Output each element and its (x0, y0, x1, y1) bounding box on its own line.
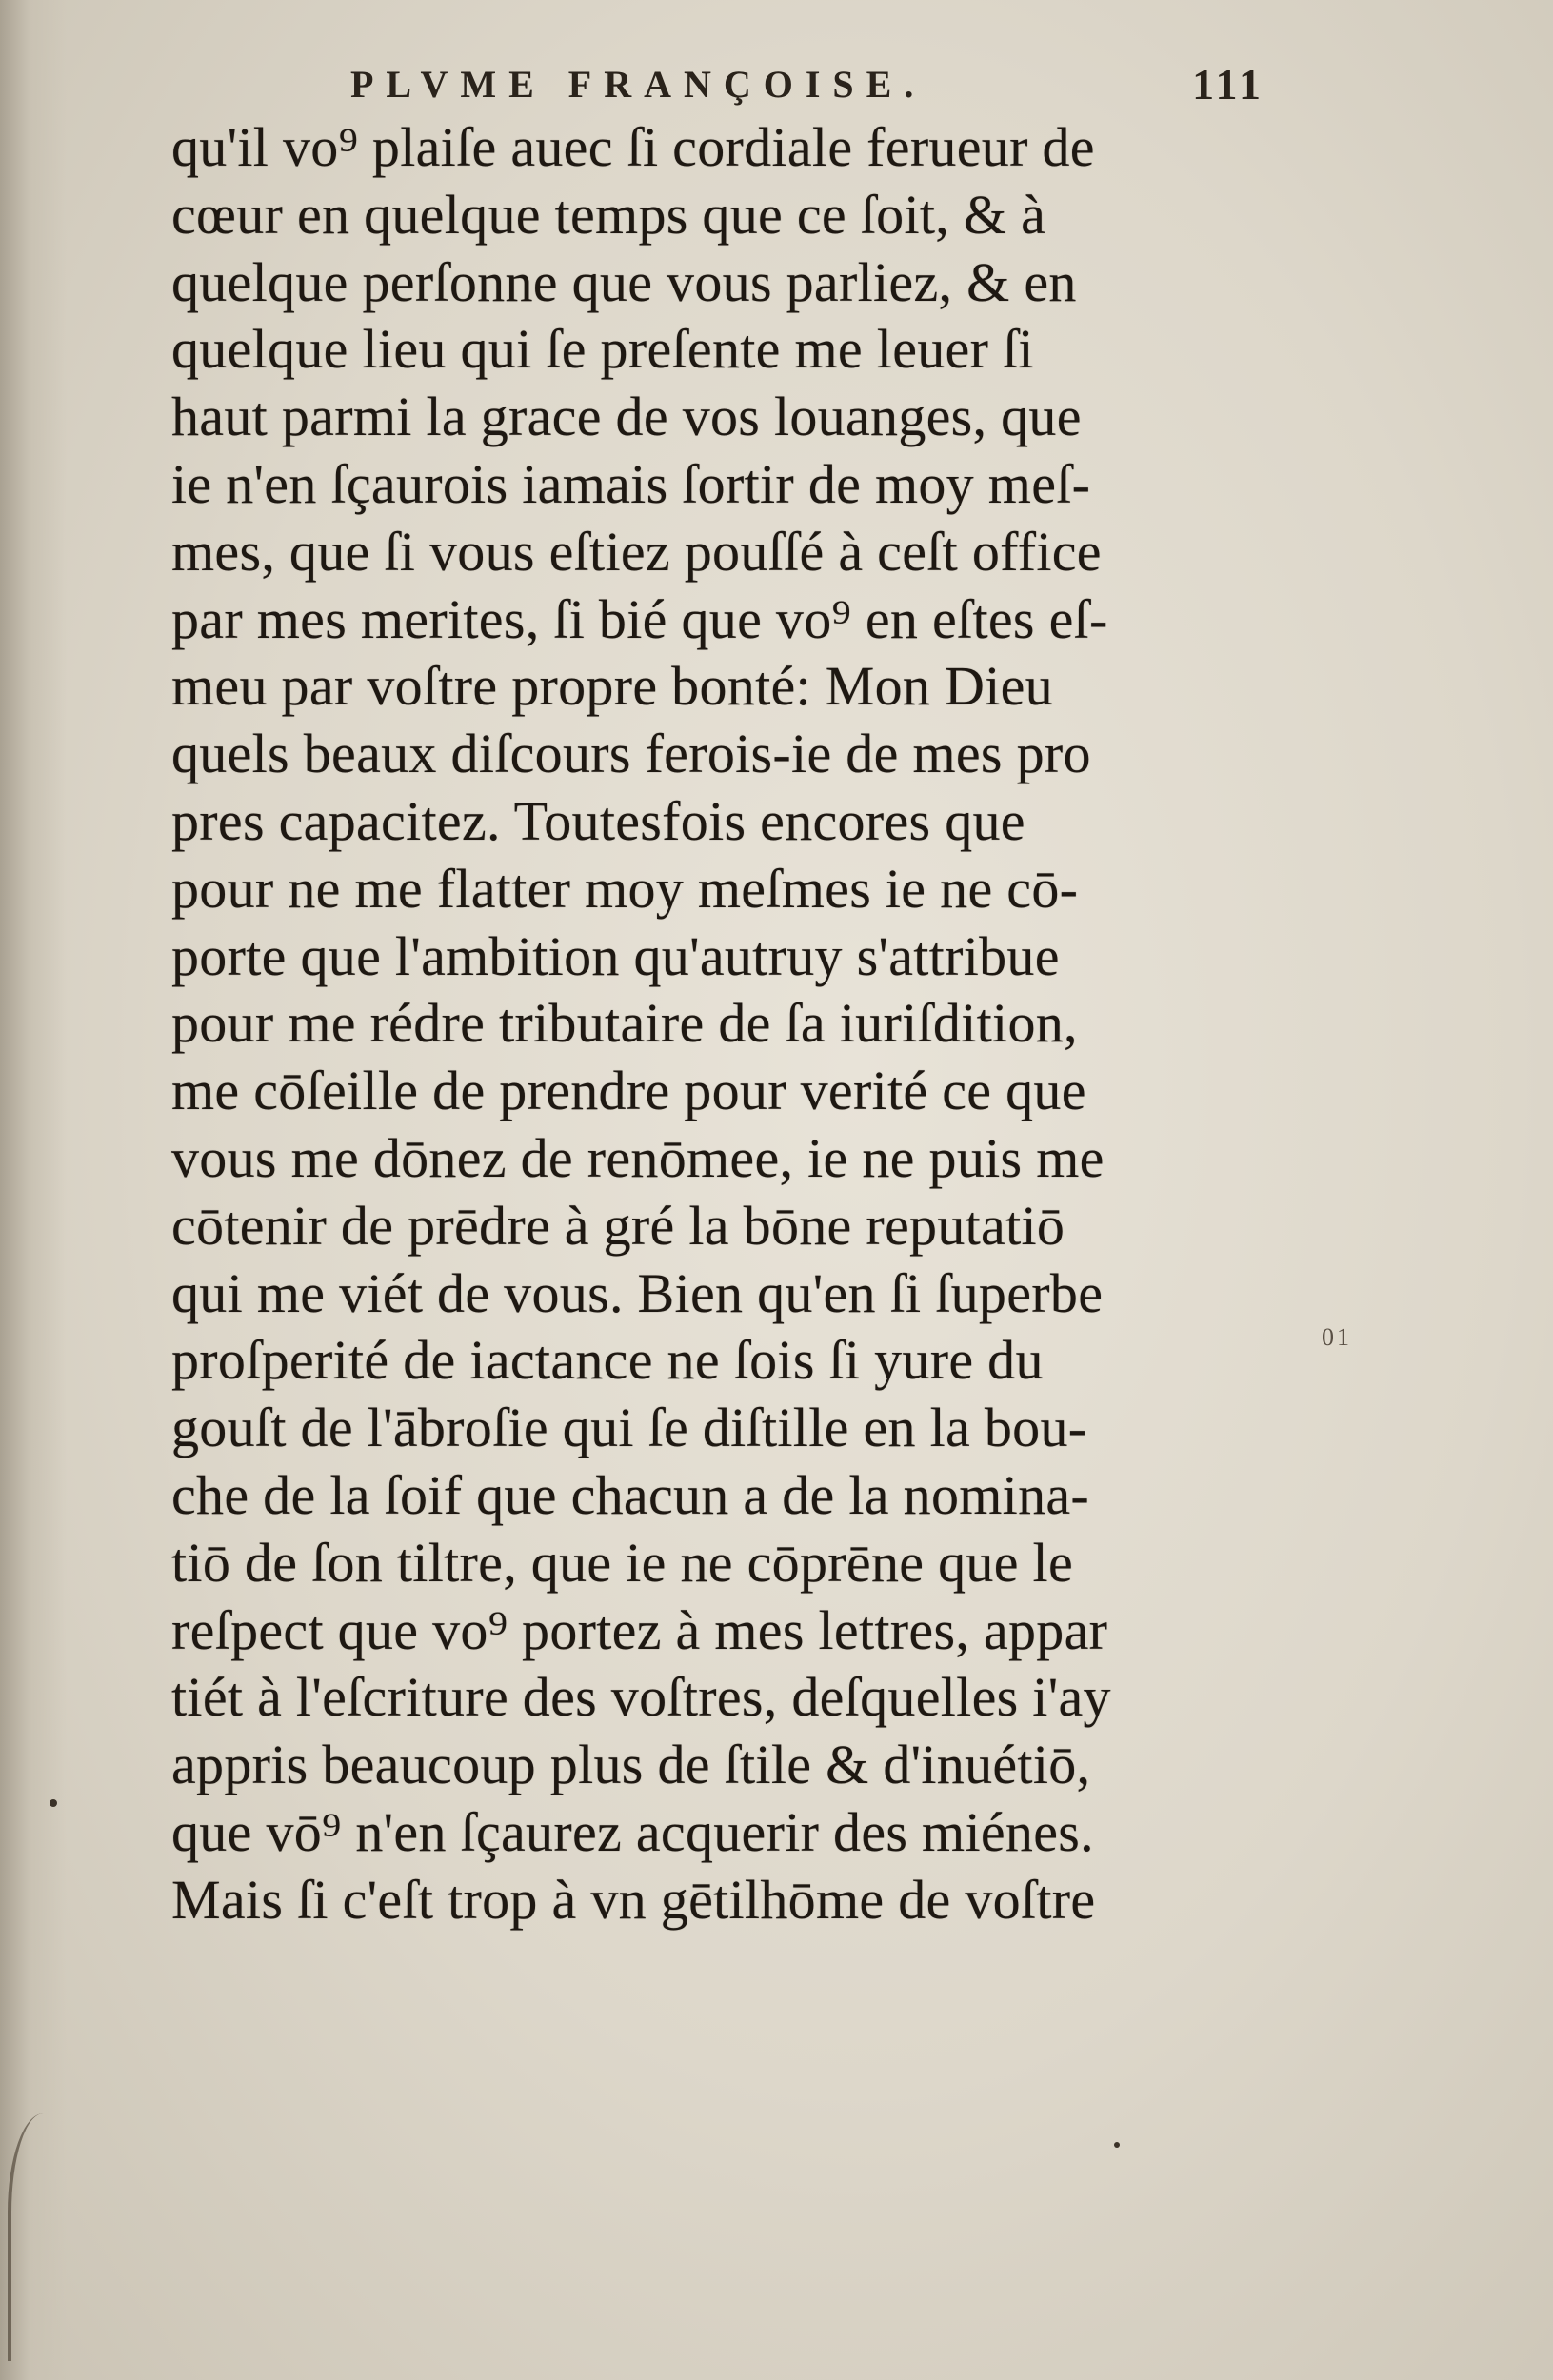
text-line: cœur en quelque temps que ce ſoit, & à (171, 183, 1046, 246)
text-line: quelque lieu qui ſe preſente me leuer ſi (171, 318, 1034, 381)
text-line: gouſt de l'ābroſie qui ſe diſtille en la bou- (171, 1397, 1087, 1459)
text-line: qu'il vo⁹ plaiſe auec ſi cordiale ferueur de (171, 116, 1095, 178)
body-text (171, 114, 1295, 1934)
text-line: Mais ſi c'eſt trop à vn gētilhōme de voſtre (171, 1868, 1096, 1931)
running-head (350, 55, 1284, 112)
ink-speck (1114, 2142, 1120, 2148)
text-line: tiét à l'eſcriture des voſtres, deſquelles i'ay (171, 1666, 1111, 1729)
text-line: pour me rédre tributaire de ſa iuriſdition, (171, 992, 1078, 1055)
text-line: vous me dōnez de renōmee, ie ne puis me (171, 1126, 1105, 1189)
text-line: que vō⁹ n'en ſçaurez acquerir des miénes. (171, 1800, 1094, 1863)
text-line: proſperité de iactance ne ſois ſi yure du (171, 1329, 1044, 1392)
text-line: quels beaux diſcours ferois-ie de mes pro (171, 723, 1091, 785)
text-line: pour ne me flatter moy meſmes ie ne cō- (171, 857, 1079, 920)
text-line: me cōſeille de prendre pour verité ce que (171, 1060, 1086, 1122)
running-title: PLVME FRANÇOISE. (350, 62, 926, 106)
binding-gutter (0, 0, 67, 2380)
text-line: meu par voſtre propre bonté: Mon Dieu (171, 655, 1053, 718)
text-line: porte que l'ambition qu'autruy s'attribue (171, 924, 1060, 987)
text-line: appris beaucoup plus de ſtile & d'inuétiō, (171, 1734, 1091, 1796)
text-line: qui me viét de vous. Bien qu'en ſi ſuperbe (171, 1261, 1104, 1324)
ink-speck (50, 1799, 57, 1807)
margin-note: 01 (1322, 1323, 1352, 1351)
text-line: reſpect que vo⁹ portez à mes lettres, appar (171, 1598, 1108, 1661)
text-line: cōtenir de prēdre à gré la bōne reputatiō (171, 1194, 1065, 1257)
text-line: quelque perſonne que vous parliez, & en (171, 250, 1077, 313)
text-line: haut parmi la grace de vos louanges, que (171, 386, 1082, 448)
text-line: tiō de ſon tiltre, que ie ne cōprēne que le (171, 1531, 1073, 1594)
text-line: che de la ſoif que chacun a de la nomina- (171, 1463, 1090, 1526)
text-line: par mes merites, ſi bié que vo⁹ en eſtes eſ- (171, 587, 1108, 650)
binding-thread-mark (8, 2113, 97, 2361)
text-line: pres capacitez. Toutesfois encores que (171, 789, 1025, 852)
text-line: mes, que ſi vous eſtiez pouſſé à ceſt office (171, 520, 1102, 583)
page-number: 111 (1192, 59, 1264, 109)
text-line: ie n'en ſçaurois iamais ſortir de moy meſ- (171, 452, 1091, 515)
